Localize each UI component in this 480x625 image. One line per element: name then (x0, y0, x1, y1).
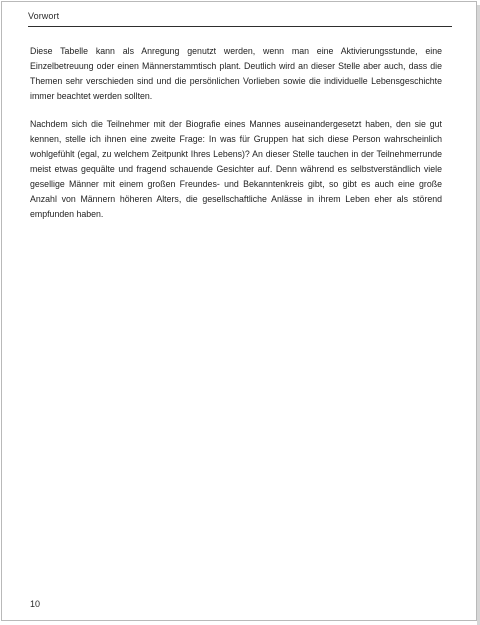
paragraph: Nachdem sich die Teilnehmer mit der Biografie eines Mannes auseinandergesetzt haben, den sie gut kennen, stelle ich ihnen eine zweite Frage: In was für Gruppen hat sich diese Person wahrscheinlich wohlgefühlt (egal, zu welchem Zeitpunkt Ihres Lebens)? An dieser Stelle tauchen in der Teilnehmerrunde meist etwas gequälte und fragend schauende Gesichter auf. Denn während es selbstverständlich viele gesellige Männer mit einem großen Freundes- und Bekanntenkreis gibt, so gibt es auch eine große Anzahl von Männern höheren Alters, die gesellschaftliche Anlässe in ihrem Leben eher als störend empfunden haben. (30, 119, 442, 219)
body-text (30, 44, 442, 235)
running-head: Vorwort (28, 11, 60, 21)
paragraph: Diese Tabelle kann als Anregung genutzt werden, wenn man eine Aktivierungsstunde, eine Einzelbetreuung oder einen Männerstammtisch plant. Deutlich wird an dieser Stelle aber auch, dass die Themen sehr verschieden sind und die persönlichen Vorlieben sowie die individuelle Lebensgeschichte immer beachtet werden sollten. (30, 46, 442, 101)
page-header (28, 10, 452, 27)
page-number: 10 (30, 599, 41, 609)
header-rule (28, 26, 452, 27)
